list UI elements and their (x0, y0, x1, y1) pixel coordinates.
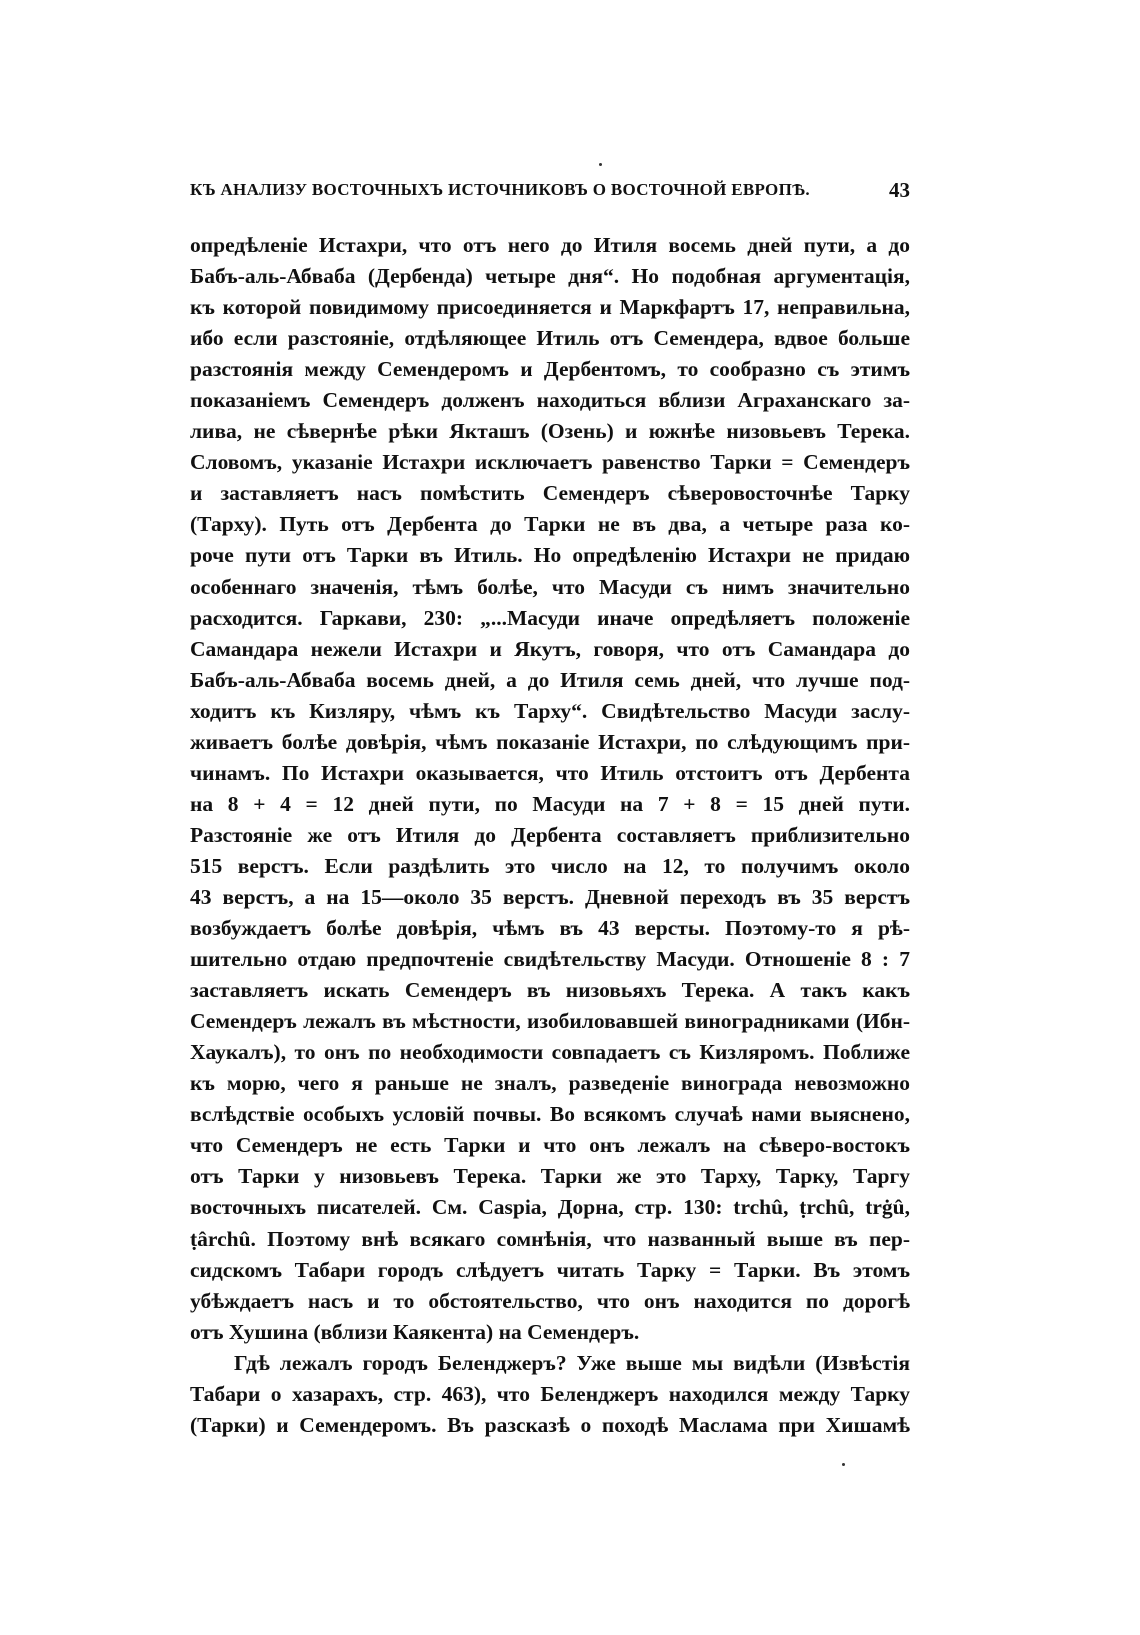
speck-mark (842, 1463, 845, 1466)
text-line: Табари о хазарахъ, стр. 463), что Беленджеръ находился между Тарку (190, 1381, 910, 1406)
page-header (190, 180, 910, 208)
text-line: (Тарху). Путь отъ Дербента до Тарки не въ два, а четыре раза ко- (190, 512, 910, 537)
text-line: разстоянія между Семендеромъ и Дербентомъ, то сообразно съ этимъ (190, 357, 910, 382)
text-line: лива, не сѣвернѣе рѣки Якташъ (Озень) и южнѣе низовьевъ Терека. (190, 419, 910, 444)
text-line: сидскомъ Табари городъ слѣдуетъ читать Тарку = Тарки. Въ этомъ (190, 1257, 910, 1282)
text-line: Бабъ-аль-Абваба восемь дней, а до Итиля семь дней, что лучше под- (190, 667, 910, 692)
text-line: шительно отдаю предпочтеніе свидѣтельству Масуди. Отношеніе 8 : 7 (190, 947, 910, 972)
text-line: ибо если разстояніе, отдѣляющее Итиль отъ Семендера, вдвое больше (190, 326, 910, 351)
text-line: Бабъ-аль-Абваба (Дербенда) четыре дня“. Но подобная аргументація, (190, 264, 910, 289)
paragraph (190, 230, 910, 1348)
text-line: восточныхъ писателей. См. Caspia, Дорна, стр. 130: trchû, ṭrchû, trġû, (190, 1195, 910, 1220)
text-line: отъ Хушина (вблизи Каякента) на Семендеръ. (190, 1319, 640, 1344)
speck-mark (599, 163, 602, 166)
text-line: Хаукалъ), то онъ по необходимости совпадаетъ съ Кизляромъ. Поближе (190, 1040, 910, 1065)
text-line: показаніемъ Семендеръ долженъ находиться вблизи Аграханскаго за- (190, 388, 910, 413)
text-line: убѣждаетъ насъ и то обстоятельство, что онъ находится по дорогѣ (190, 1288, 910, 1313)
text-line: ходитъ къ Кизляру, чѣмъ къ Тарху“. Свидѣтельство Масуди заслу- (190, 698, 910, 723)
text-line: что Семендеръ не есть Тарки и что онъ лежалъ на сѣверо-востокъ (190, 1133, 910, 1158)
text-line: Семендеръ лежалъ въ мѣстности, изобиловавшей виноградниками (Ибн- (190, 1009, 910, 1034)
text-line: заставляетъ искать Семендеръ въ низовьяхъ Терека. А такъ какъ (190, 978, 910, 1003)
text-line: на 8 + 4 = 12 дней пути, по Масуди на 7 + 8 = 15 дней пути. (190, 791, 910, 816)
body-text (190, 230, 910, 1441)
text-line: и заставляетъ насъ помѣстить Семендеръ сѣверовосточнѣе Тарку (190, 481, 910, 506)
text-line: роче пути отъ Тарки въ Итиль. Но опредѣленію Истахри не придаю (190, 543, 910, 568)
page-number: 43 (889, 178, 910, 202)
text-line: Самандара нежели Истахри и Якутъ, говоря, что отъ Самандара до (190, 636, 910, 661)
text-line: Словомъ, указаніе Истахри исключаетъ равенство Тарки = Семендеръ (190, 450, 910, 475)
text-line: къ которой повидимому присоединяется и Маркфартъ 17, неправильна, (190, 295, 910, 320)
text-line: Разстояніе же отъ Итиля до Дербента составляетъ приблизительно (190, 822, 910, 847)
text-line: особеннаго значенія, тѣмъ болѣе, что Масуди съ нимъ значительно (190, 574, 910, 599)
text-line: расходится. Гаркави, 230: „...Масуди иначе опредѣляетъ положеніе (190, 605, 910, 630)
text-line: 515 верстъ. Если раздѣлить это число на 12, то получимъ около (190, 853, 910, 878)
text-line: живаетъ болѣе довѣрія, чѣмъ показаніе Истахри, по слѣдующимъ при- (190, 729, 910, 754)
text-line: возбуждаетъ болѣе довѣрія, чѣмъ въ 43 версты. Поэтому-то я рѣ- (190, 916, 910, 941)
text-line: опредѣленіе Истахри, что отъ него до Итиля восемь дней пути, а до (190, 233, 910, 257)
text-line: ṭârchû. Поэтому внѣ всякаго сомнѣнія, что названный выше въ пер- (190, 1226, 910, 1251)
text-line: 43 верстъ, а на 15—около 35 верстъ. Дневной переходъ въ 35 верстъ (190, 884, 910, 909)
text-line: чинамъ. По Истахри оказывается, что Итиль отстоитъ отъ Дербента (190, 760, 910, 785)
text-line: (Тарки) и Семендеромъ. Въ разсказѣ о походѣ Маслама при Хишамѣ (190, 1412, 910, 1437)
text-line: вслѣдствіе особыхъ условій почвы. Во всякомъ случаѣ нами выяснено, (190, 1102, 910, 1127)
running-head: КЪ АНАЛИЗУ ВОСТОЧНЫХЪ ИСТОЧНИКОВЪ О ВОСТОЧНОЙ ЕВРОПѢ. (190, 180, 810, 199)
text-line: Гдѣ лежалъ городъ Беленджеръ? Уже выше мы видѣли (Извѣстія (234, 1350, 910, 1375)
paragraph (190, 1348, 910, 1441)
text-line: къ морю, чего я раньше не зналъ, разведеніе винограда невозможно (190, 1071, 910, 1096)
text-line: отъ Тарки у низовьевъ Терека. Тарки же это Тарху, Тарку, Таргу (190, 1164, 910, 1189)
